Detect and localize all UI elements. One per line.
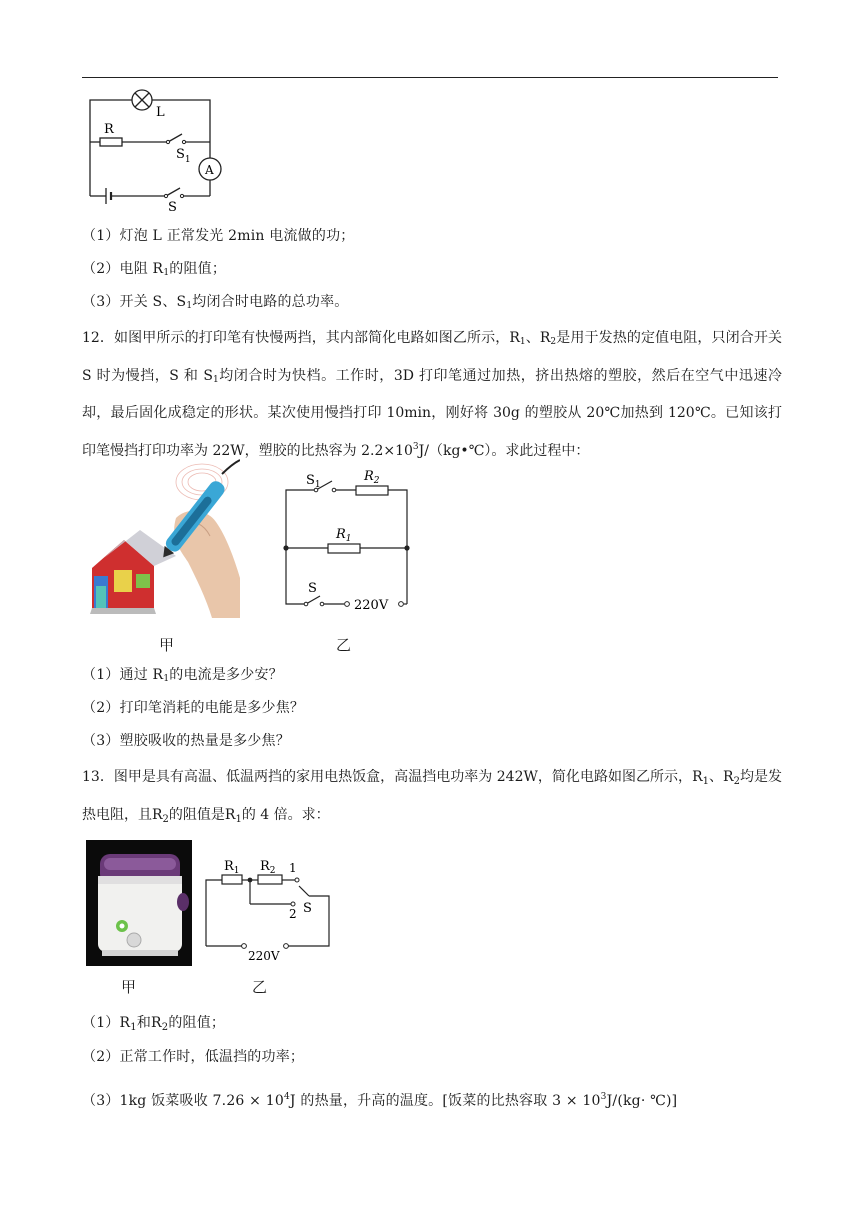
caption-jia-13: 甲 <box>121 978 137 996</box>
circuit-diagram-11 <box>80 84 230 214</box>
caption-yi-12: 乙 <box>336 636 352 654</box>
switch-s <box>299 886 309 896</box>
voltage-label: 220V <box>354 598 389 612</box>
p13-q2: （2）正常工作时，低温挡的功率； <box>82 1049 305 1065</box>
p13-q1: $(1)R_1$和$R_2$的阻值； <box>82 1015 226 1033</box>
resistor-r1 <box>328 544 360 553</box>
lamp-label: L <box>156 105 165 120</box>
pos2-label: 2 <box>289 907 297 921</box>
s-label: S <box>308 581 317 596</box>
switch-s1 <box>168 134 182 142</box>
r2-label: $R_2$ <box>364 469 380 486</box>
header-rule <box>82 77 778 78</box>
p11-q3: （3）开关 S、$S_1$均闭合时电路的总功率。 <box>82 294 349 311</box>
switch-s <box>166 188 180 196</box>
resistor-r2 <box>258 875 282 884</box>
resistor-r <box>100 138 122 146</box>
ammeter-label: A <box>205 163 214 177</box>
s-label: S <box>303 901 312 916</box>
caption-yi-13: 乙 <box>252 978 268 996</box>
circuit-diagram-13 <box>200 852 334 962</box>
switch1-label: $S_1$ <box>176 147 191 165</box>
circuit-diagram-12 <box>278 466 418 612</box>
voltage-label: 220V <box>248 949 280 962</box>
switch-label: S <box>168 200 177 214</box>
p11-q2: （2）电阻 $R_1$的阻值； <box>82 261 227 278</box>
p13-stem: 13．图甲是具有高温、低温两挡的家用电热饭盒，高温挡电功率为 242W，简化电路如图乙所示，$R_1$、$R_2$均是发热电阻，且$R_2$的阻值是$R_1$的 4 倍。求： <box>82 769 783 825</box>
r2-label: $R_2$ <box>260 859 276 876</box>
p13-q3: （3）1kg 饭菜吸收 $7.26 \times 10^4J$ 的热量，升高的温度。[饭菜的比热容取 $3 \times 10^3J/(kg\cdot$ ℃)] <box>82 1092 678 1109</box>
p12-q1: （1）通过 $R_1$的电流是多少安？ <box>82 667 283 684</box>
resistor-r2 <box>356 486 388 495</box>
pos1-label: 1 <box>289 861 297 875</box>
r1-label: $R_1$ <box>336 527 352 544</box>
caption-jia-12: 甲 <box>159 636 175 654</box>
switch-s <box>306 596 320 604</box>
s1-label: $S_1$ <box>306 473 321 490</box>
resistor-label: R <box>104 122 114 137</box>
3d-pen-photo <box>84 458 240 618</box>
resistor-r1 <box>222 875 242 884</box>
lunch-box-photo <box>86 840 192 966</box>
r1-label: $R_1$ <box>224 859 240 876</box>
p12-stem: 12．如图甲所示的打印笔有快慢两挡，其内部简化电路如图乙所示，$R_1$、$R_2$是用于发热的定值电阻，只闭合开关 S 时为慢挡，S 和 $S_1$均闭合时为快档。工作时，3D 打印笔通过加热，挤出热熔的塑胶，然后在空气中迅速冷却，最后固化成稳定的形状。某次使用慢挡打印 10min，刚好将 30g 的塑胶从 20℃加热到 120℃。已知该打印笔慢挡打印功率为 22W，塑胶的比热容为 $2.2\times 10^3J/(kg•℃)$。求此过程中： <box>82 330 782 459</box>
p11-q1: （1）灯泡 L 正常发光 2min 电流做的功； <box>82 228 355 244</box>
p12-q2: （2）打印笔消耗的电能是多少焦？ <box>82 700 305 716</box>
p12-q3: （3）塑胶吸收的热量是多少焦？ <box>82 733 290 749</box>
